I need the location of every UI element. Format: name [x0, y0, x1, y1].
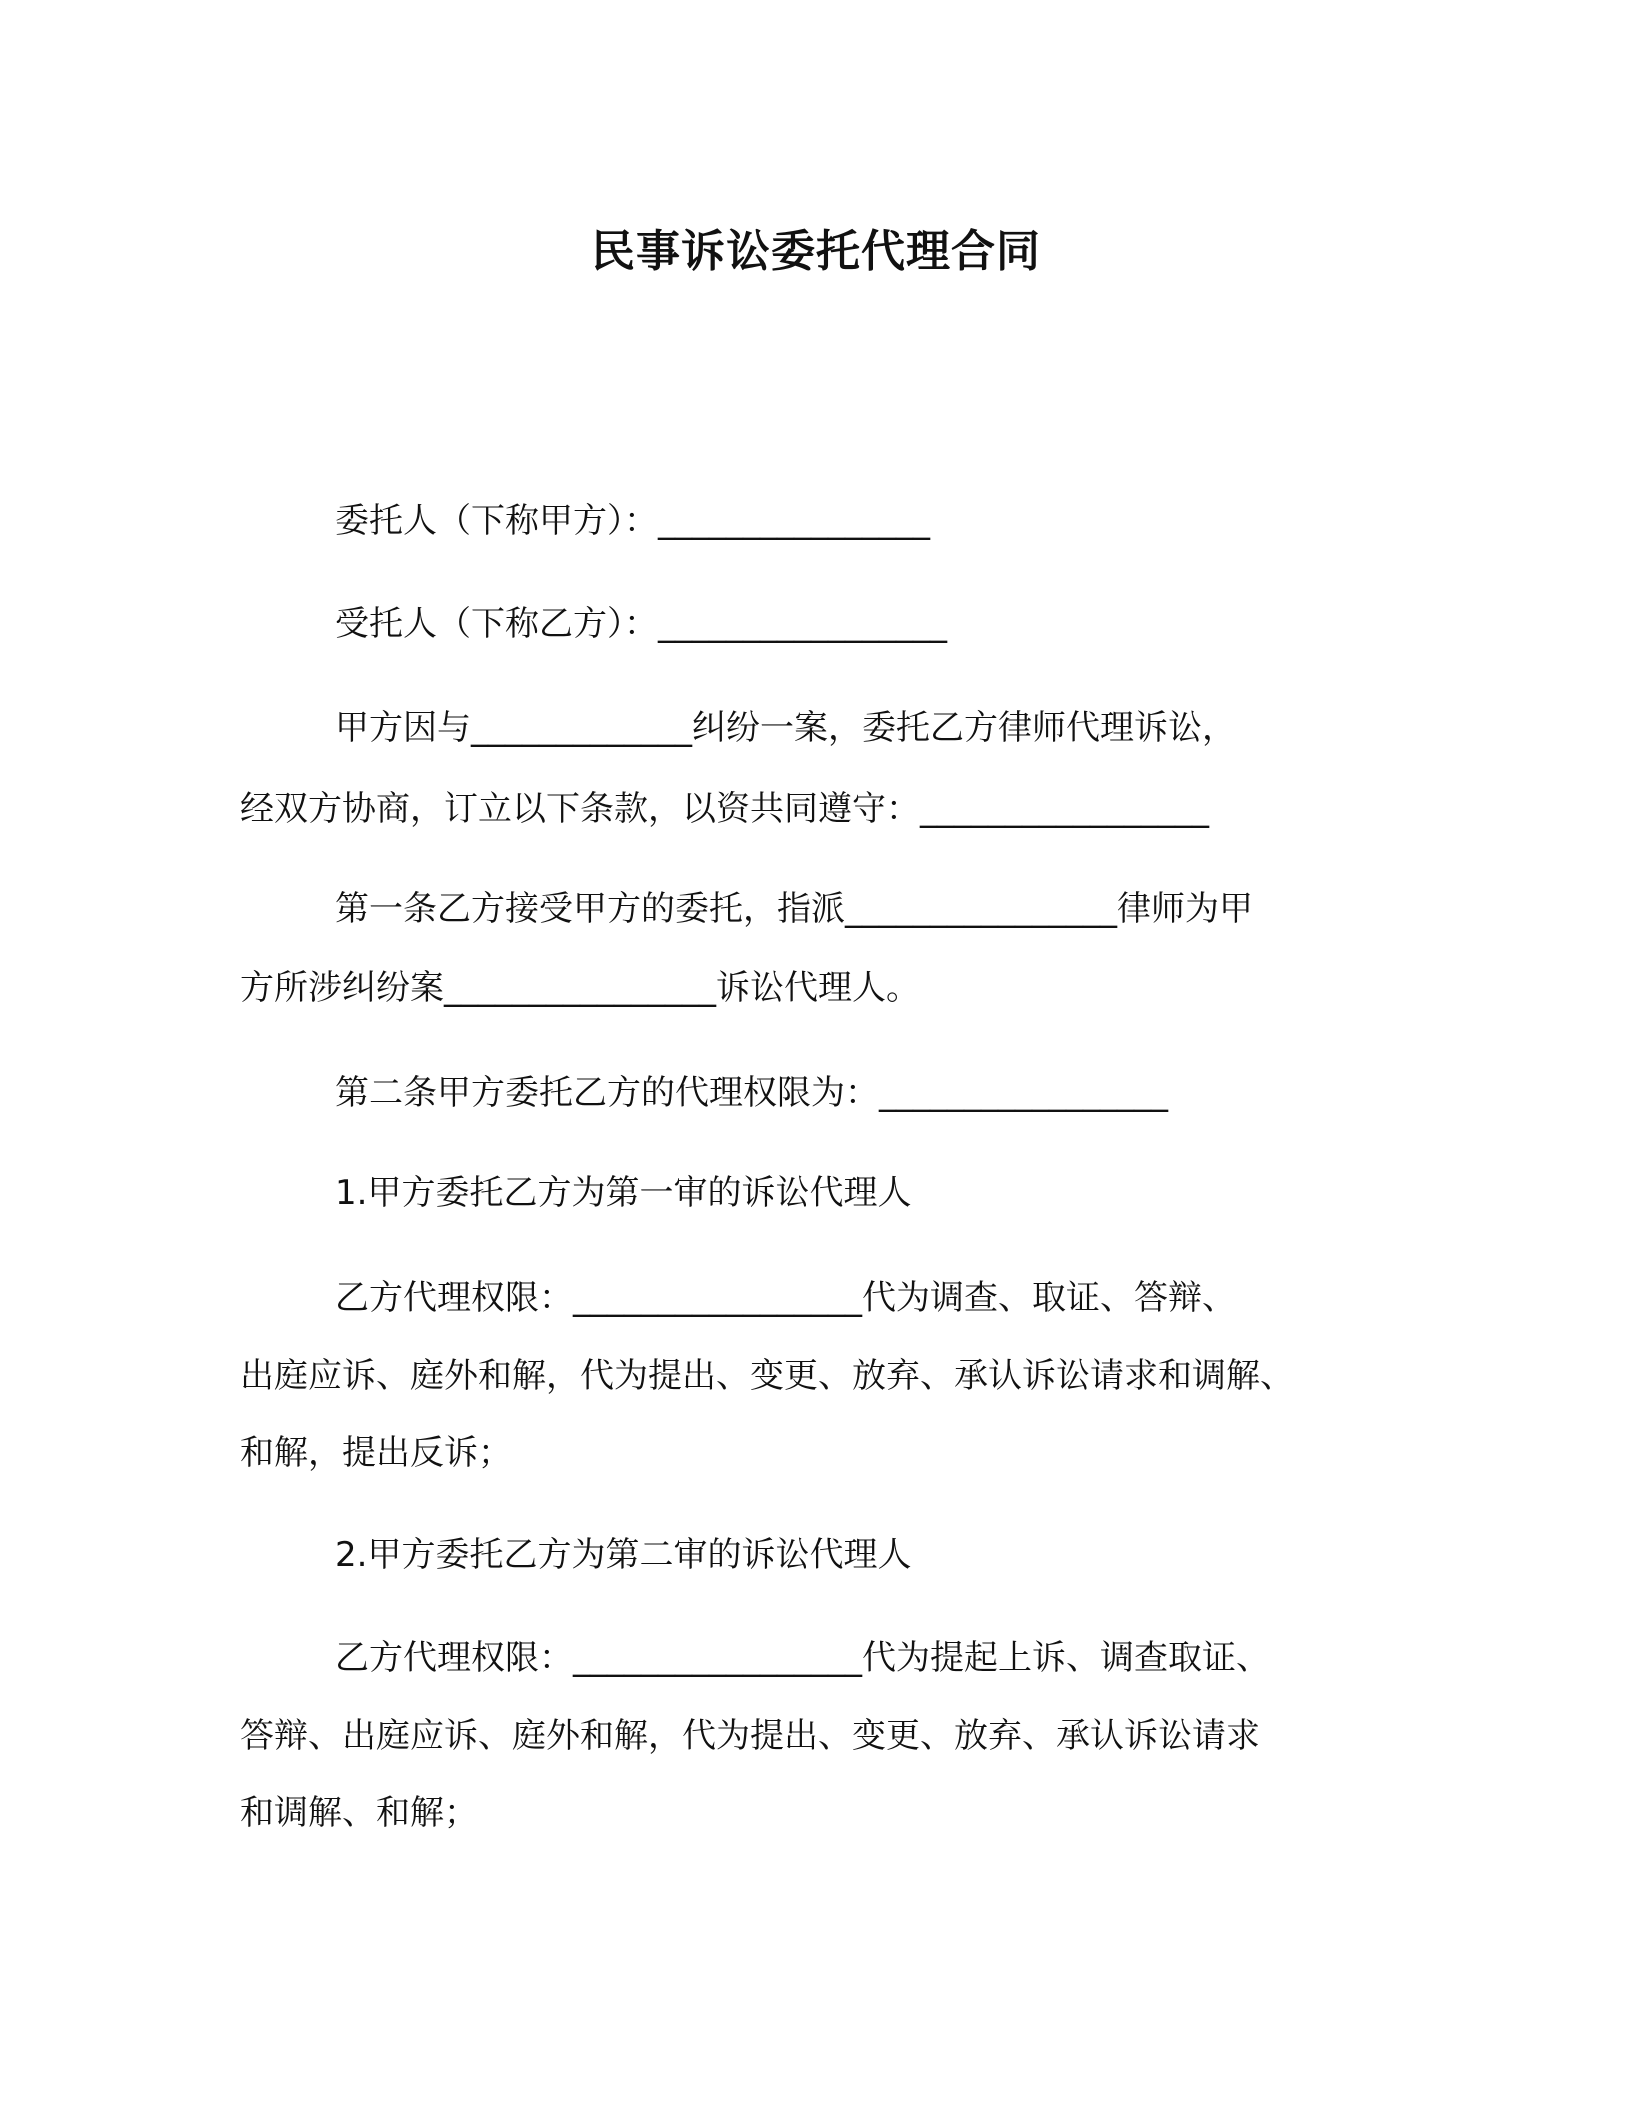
clause-item-1-heading: 1.甲方委托乙方为第一审的诉讼代理人 [335, 1173, 912, 1213]
clause-item-2-heading: 2.甲方委托乙方为第二审的诉讼代理人 [335, 1535, 912, 1575]
clause-item-2-scope-line-1: 乙方代理权限：_________________代为提起上诉、调查取证、 [335, 1638, 1270, 1678]
clause-article-1-line-2: 方所涉纠纷案________________诉讼代理人。 [240, 968, 920, 1008]
clause-line-agent: 受托人（下称乙方）：_________________ [335, 604, 947, 644]
document-title: 民事诉讼委托代理合同 [591, 226, 1041, 277]
clause-item-2-scope-line-3: 和调解、和解； [240, 1793, 478, 1833]
clause-article-1-line-1: 第一条乙方接受甲方的委托，指派________________律师为甲 [335, 889, 1253, 929]
clause-line-preamble-2: 经双方协商，订立以下条款，以资共同遵守：_________________ [240, 789, 1209, 829]
clause-article-2: 第二条甲方委托乙方的代理权限为：_________________ [335, 1073, 1168, 1113]
clause-item-1-scope-line-1: 乙方代理权限：_________________代为调查、取证、答辩、 [335, 1278, 1236, 1318]
clause-item-1-scope-line-2: 出庭应诉、庭外和解，代为提出、变更、放弃、承认诉讼请求和调解、 [240, 1356, 1294, 1396]
clause-line-preamble-1: 甲方因与_____________纠纷一案，委托乙方律师代理诉讼， [335, 708, 1236, 748]
clause-line-principal: 委托人（下称甲方）：________________ [335, 501, 930, 541]
clause-item-2-scope-line-2: 答辩、出庭应诉、庭外和解，代为提出、变更、放弃、承认诉讼请求 [240, 1716, 1260, 1756]
clause-item-1-scope-line-3: 和解，提出反诉； [240, 1433, 512, 1473]
